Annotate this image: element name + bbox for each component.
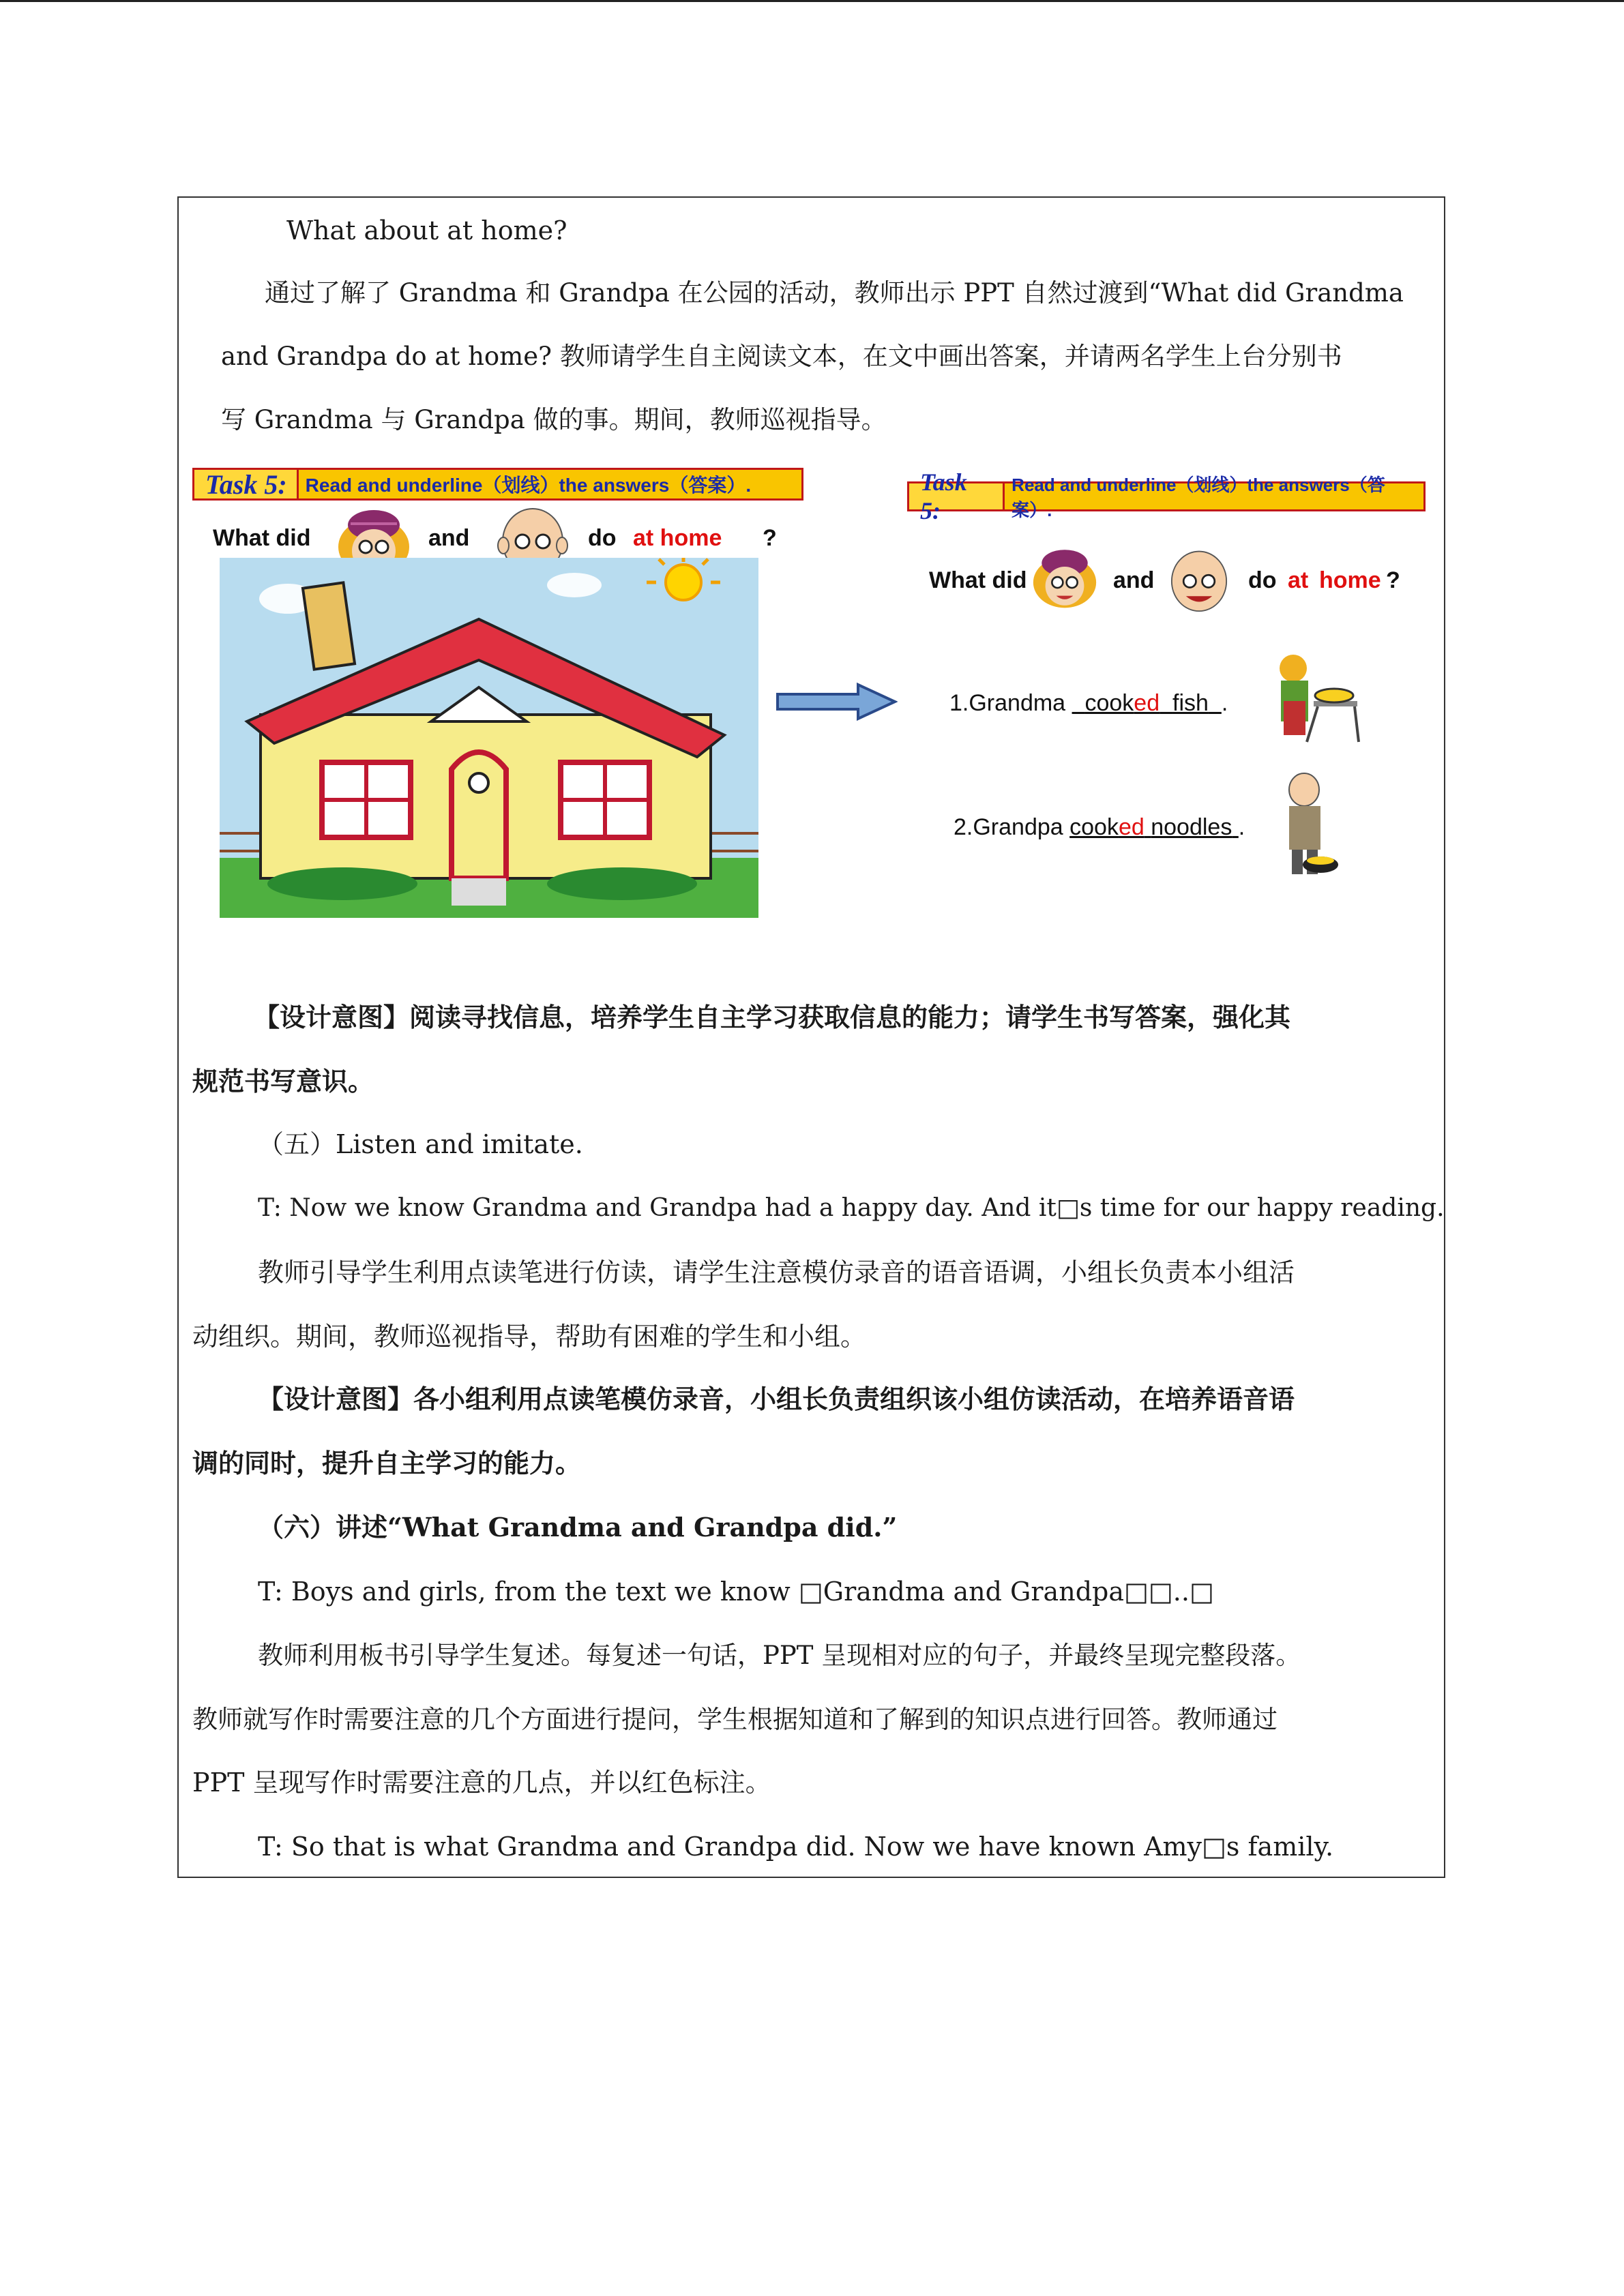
- answer-subject: 2.Grandpa: [954, 814, 1063, 840]
- task-label: Task 5:: [909, 483, 1005, 509]
- question-mark: ?: [1386, 567, 1400, 593]
- retell-line1: 教师利用板书引导学生复述。每复述一句话，PPT 呈现相对应的句子，并最终呈现完整段落。: [258, 1641, 1301, 1670]
- question-home: home: [1319, 567, 1381, 593]
- task-label: Task 5:: [194, 470, 299, 498]
- answer-verb-stem: cook: [1084, 690, 1134, 716]
- grandpa-face-icon: [1164, 544, 1235, 623]
- task-banner-right: [907, 468, 1426, 524]
- answer-object: noodles: [1151, 814, 1232, 840]
- answer-period: .: [1238, 814, 1245, 840]
- house-illustration: [220, 558, 758, 918]
- section-six-heading: （六）讲述“What Grandma and Grandpa did.”: [258, 1512, 898, 1542]
- question-do: do: [588, 525, 617, 551]
- section-five-heading: （五）Listen and imitate.: [258, 1129, 583, 1159]
- answer-period: .: [1221, 690, 1228, 716]
- design-intent-1-line2: 规范书写意识。: [192, 1067, 374, 1097]
- question-do: do: [1248, 567, 1277, 593]
- para-intro-line3: 写 Grandma 与 Grandpa 做的事。期间，教师巡视指导。: [221, 405, 887, 434]
- retell-line2: 教师就写作时需要注意的几个方面进行提问，学生根据知道和了解到的知识点进行回答。教师通过: [192, 1705, 1278, 1734]
- question-and: and: [1113, 567, 1155, 593]
- question-mark: ?: [763, 525, 777, 551]
- task-instruction: Read and underline（划线）the answers（答案）.: [305, 475, 752, 496]
- retell-line3: PPT 呈现写作时需要注意的几点，并以红色标注。: [192, 1768, 771, 1798]
- right-arrow-icon: [776, 682, 898, 721]
- answer-verb-stem: cook: [1069, 814, 1119, 840]
- answer-verb-suffix: ed: [1134, 690, 1160, 716]
- design-intent-2-line1: 【设计意图】各小组利用点读笔模仿录音，小组长负责组织该小组仿读活动，在培养语音语: [258, 1384, 1295, 1414]
- question-at: at: [1288, 567, 1309, 593]
- grandpa-cooking-icon: [1269, 771, 1350, 885]
- answer-grandma: [949, 690, 1228, 717]
- answer-grandpa: [954, 814, 1245, 841]
- grandma-cooking-icon: [1266, 653, 1361, 745]
- question-and: and: [428, 525, 470, 551]
- task-banner-left: [192, 468, 803, 501]
- teacher-line-family: T: So that is what Grandma and Grandpa did. Now we have known Amy□s family.: [258, 1832, 1334, 1862]
- design-intent-1-line1: 【设计意图】阅读寻找信息，培养学生自主学习获取信息的能力；请学生书写答案，强化其: [254, 1002, 1291, 1032]
- teacher-line-boys-girls: T: Boys and girls, from the text we know □Grandma and Grandpa□□..□: [258, 1577, 1214, 1607]
- page-top-rule: [0, 0, 1624, 2]
- question-what-did: What did: [213, 525, 311, 551]
- task-instruction: Read and underline（划线）the answers（答案）.: [1012, 475, 1385, 520]
- imitate-line1: 教师引导学生利用点读笔进行仿读，请学生注意模仿录音的语音语调，小组长负责本小组活: [258, 1257, 1295, 1287]
- para-intro-line2: and Grandpa do at home? 教师请学生自主阅读文本，在文中画出答案，并请两名学生上台分别书: [221, 342, 1342, 371]
- para-intro-line1: 通过了解了 Grandma 和 Grandpa 在公园的活动，教师出示 PPT 自然过渡到“What did Grandma: [265, 278, 1404, 308]
- answer-object: fish: [1172, 690, 1209, 716]
- answer-verb-suffix: ed: [1118, 814, 1145, 840]
- content-frame: [177, 196, 1445, 1878]
- grandma-face-icon: [1027, 544, 1102, 611]
- answer-subject: 1.Grandma: [949, 690, 1066, 716]
- question-what-did: What did: [929, 567, 1027, 593]
- para-what-about-home: What about at home?: [286, 215, 567, 245]
- design-intent-2-line2: 调的同时，提升自主学习的能力。: [192, 1448, 582, 1478]
- question-at-home: at home: [633, 525, 722, 551]
- teacher-line-reading: T: Now we know Grandma and Grandpa had a happy day. And it□s time for our happy reading.: [258, 1194, 1445, 1222]
- imitate-line2: 动组织。期间，教师巡视指导，帮助有困难的学生和小组。: [192, 1322, 867, 1352]
